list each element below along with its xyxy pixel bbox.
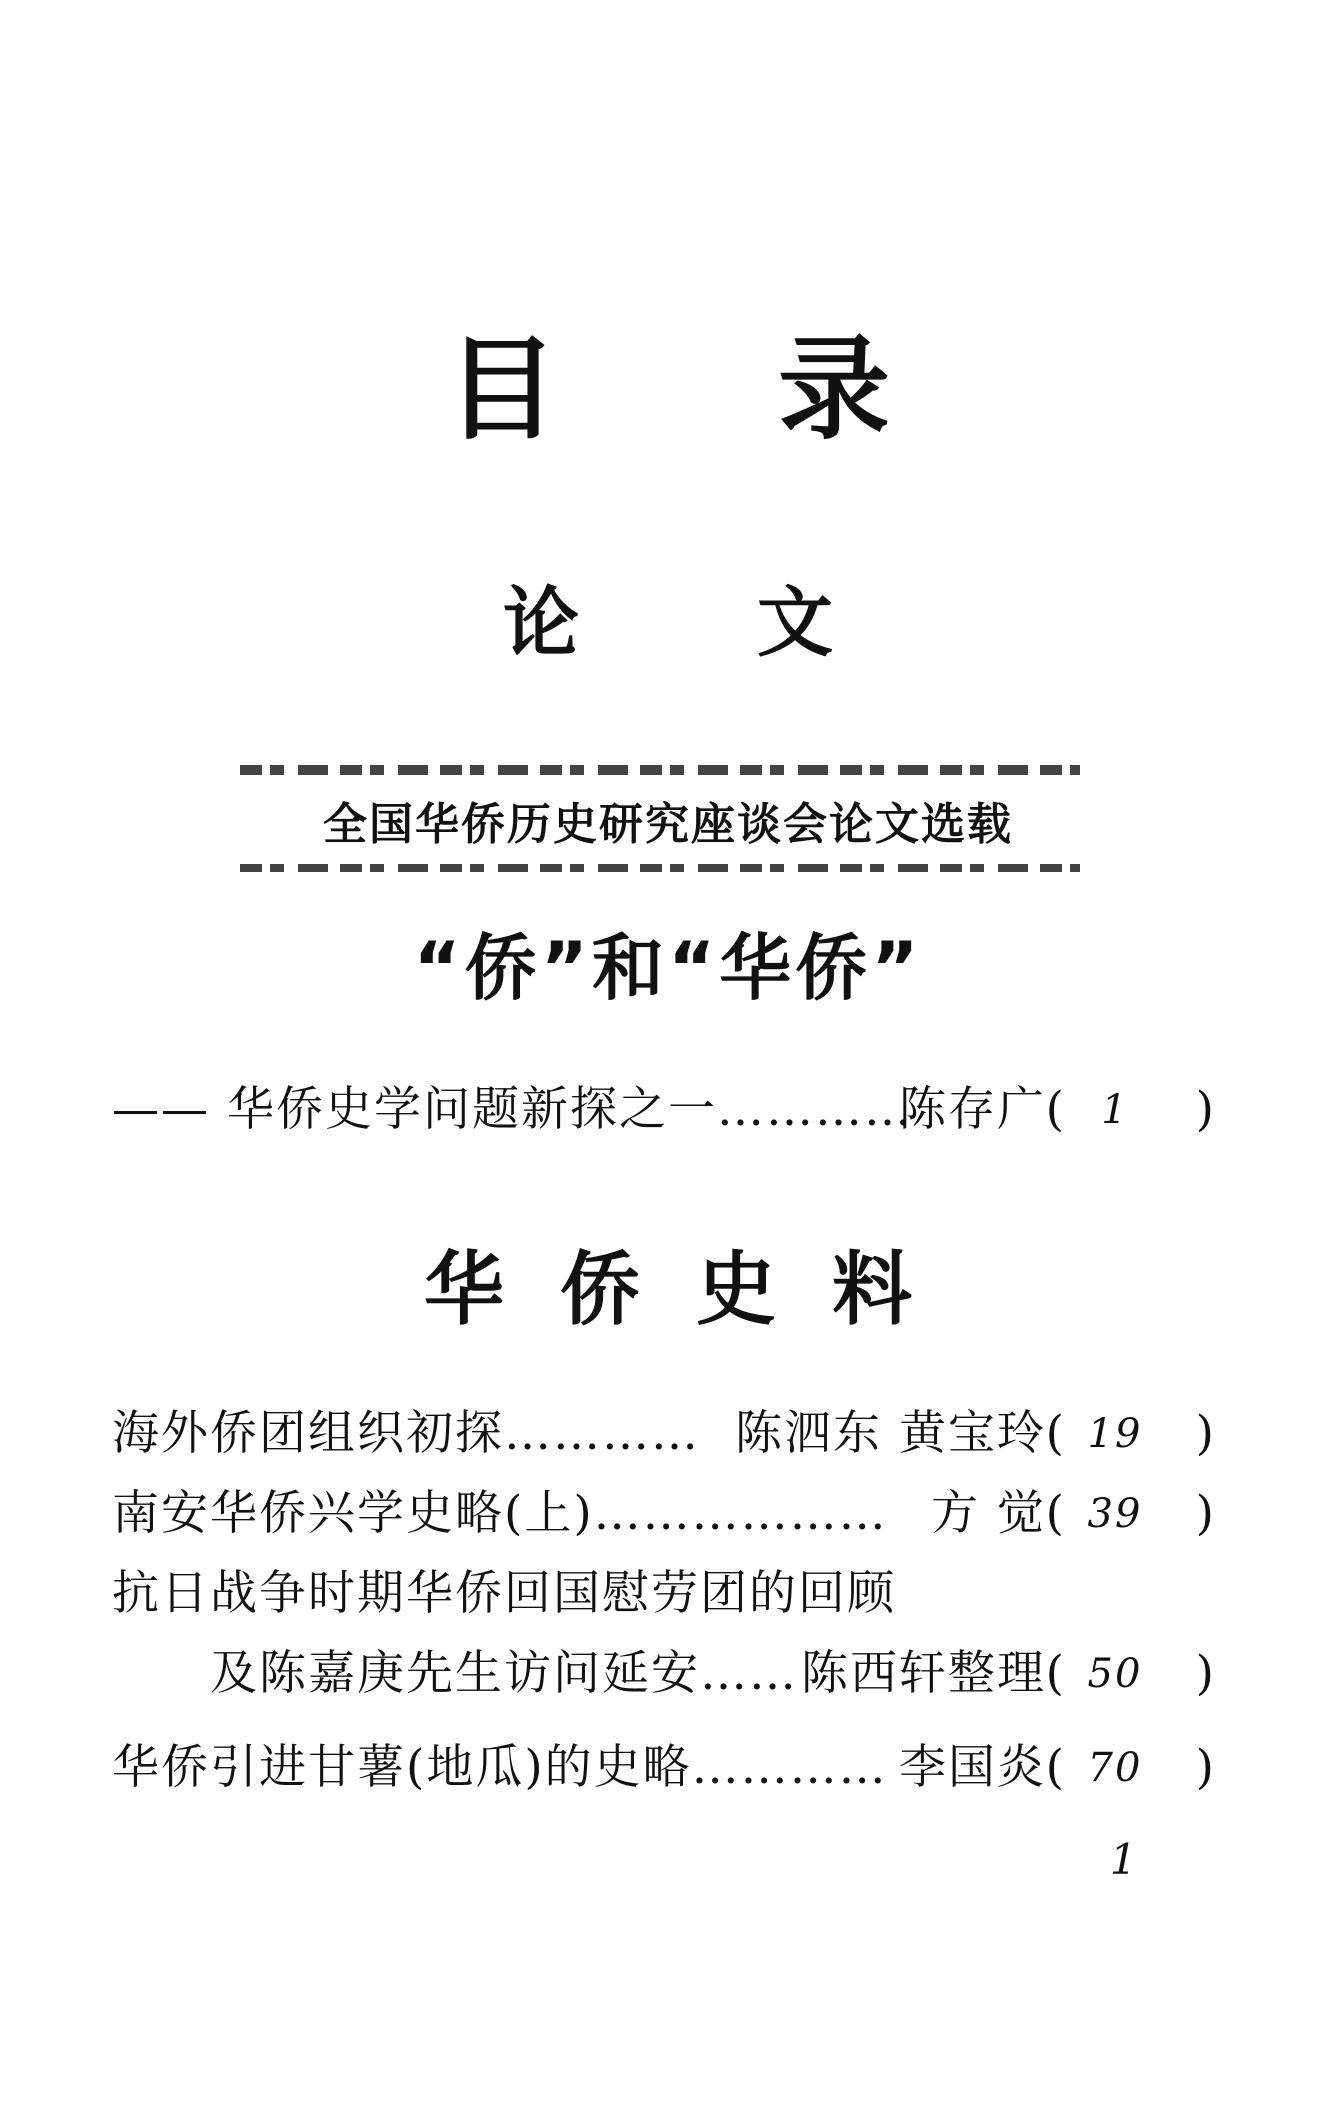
toc-entry-page: 70 [1087, 1745, 1143, 1791]
toc-entry-author: 陈泗东 黄宝玲 [735, 1406, 1046, 1461]
toc-entry-author: 陈西轩整理 [801, 1646, 1046, 1701]
section-title-papers: 论文 [503, 578, 1011, 667]
toc-paren-close: ) [1195, 1082, 1216, 1137]
toc-paren-open: ( [1045, 1406, 1066, 1461]
toc-entry-page: 1 [1101, 1087, 1129, 1133]
toc-paren-close: ) [1195, 1646, 1216, 1701]
toc-entry-author: 陈存广 [899, 1082, 1046, 1137]
toc-entry-author: 方 觉 [931, 1486, 1046, 1541]
toc-entry-page: 39 [1087, 1491, 1143, 1537]
page-number: 1 [1110, 1835, 1137, 1884]
toc-paren-open: ( [1045, 1646, 1066, 1701]
decorative-rule-top [240, 765, 1080, 775]
toc-paren-close: ) [1195, 1740, 1216, 1795]
page-title: 目录 [446, 325, 1110, 455]
section-title-materials: 华侨史料 [424, 1243, 968, 1336]
toc-entry-page: 50 [1087, 1651, 1143, 1697]
toc-entry-text: —— 华侨史学问题新探之一………… [112, 1082, 913, 1137]
toc-paren-close: ) [1195, 1486, 1216, 1541]
toc-paren-open: ( [1045, 1486, 1066, 1541]
toc-paren-close: ) [1195, 1406, 1216, 1461]
article-title: “侨”和“华侨” [413, 926, 923, 1010]
toc-paren-open: ( [1045, 1082, 1066, 1137]
toc-entry-text: 华侨引进甘薯(地瓜)的史略………… [112, 1740, 888, 1795]
decorative-rule-bottom [240, 864, 1080, 872]
toc-entry-text: 南安华侨兴学史略(上)……………… [112, 1486, 888, 1541]
toc-entry-text: 及陈嘉庚先生访问延安…… [210, 1646, 798, 1701]
toc-entry-text: 海外侨团组织初探………… [112, 1406, 700, 1461]
toc-entry-text: 抗日战争时期华侨回国慰劳团的回顾 [112, 1566, 896, 1621]
toc-entry-author: 李国炎 [899, 1740, 1046, 1795]
toc-paren-open: ( [1045, 1740, 1066, 1795]
banner-text: 全国华侨历史研究座谈会论文选载 [323, 799, 1013, 850]
toc-entry-page: 19 [1087, 1411, 1143, 1457]
